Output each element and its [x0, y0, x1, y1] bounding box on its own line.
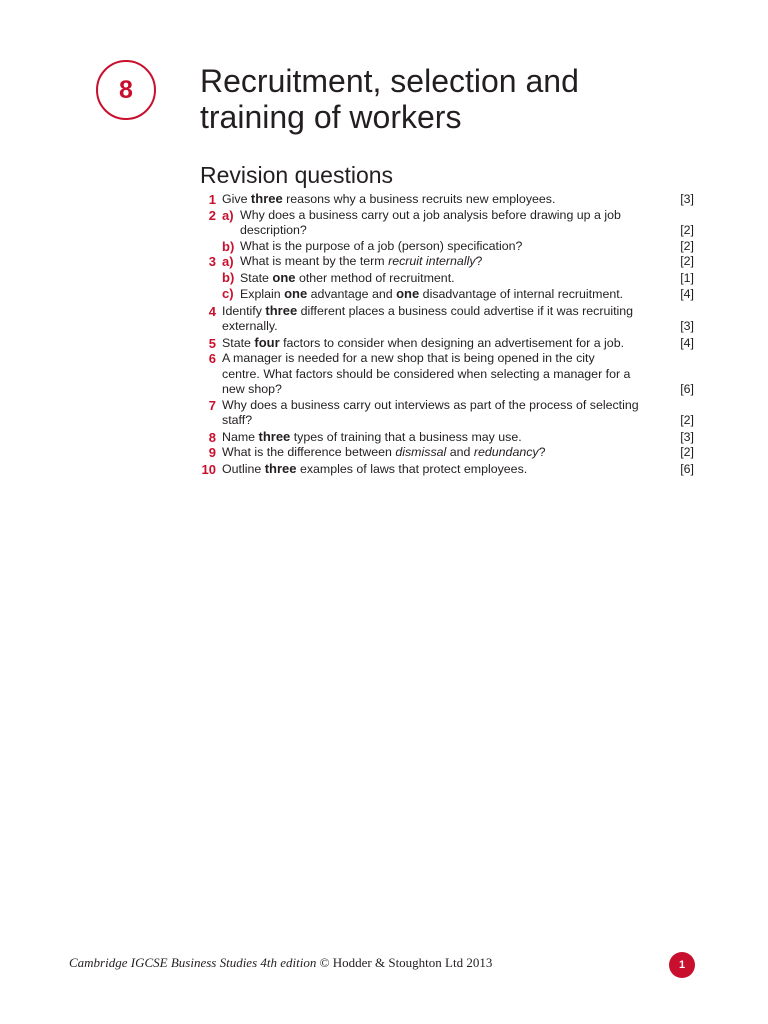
question-text: Give three reasons why a business recruits new employees. — [222, 191, 556, 206]
question-number: 4 — [208, 303, 216, 319]
question-text: a) Why does a business carry out a job analysis before drawing up a job — [222, 207, 621, 223]
question-number: 9 — [208, 445, 216, 460]
question-mark: [6] — [680, 382, 694, 396]
question-part: a) — [222, 254, 234, 269]
question-3c — [196, 286, 694, 303]
question-6-continued-1 — [196, 367, 694, 383]
question-mark: [2] — [680, 223, 694, 237]
page-number: 1 — [678, 959, 686, 971]
question-text: externally. — [222, 319, 278, 333]
question-number: 5 — [208, 335, 216, 351]
question-part: b) — [222, 238, 235, 254]
question-1 — [196, 191, 694, 208]
question-number: 6 — [208, 351, 216, 366]
chapter-number-badge — [96, 60, 156, 120]
question-2a — [196, 208, 694, 224]
question-text: Name three types of training that a business may use. — [222, 428, 522, 444]
chapter-title — [200, 63, 720, 135]
chapter-title-line-1: Recruitment, selection and — [200, 63, 579, 99]
question-mark: [3] — [680, 319, 694, 333]
question-10 — [196, 461, 694, 478]
question-mark: [6] — [680, 461, 694, 476]
question-4-continued — [196, 319, 694, 335]
question-mark: [2] — [680, 238, 694, 253]
question-text: b) State one other method of recruitment. — [222, 269, 455, 285]
question-text: new shop? — [222, 382, 282, 396]
question-number: 3 — [208, 254, 216, 269]
chapter-number: 8 — [119, 75, 133, 104]
question-number: 2 — [208, 207, 216, 223]
question-mark: [2] — [680, 445, 694, 459]
question-mark: [2] — [680, 254, 694, 268]
question-6 — [196, 351, 694, 367]
question-9 — [196, 445, 694, 461]
question-number: 10 — [201, 461, 216, 477]
question-6-continued-2 — [196, 382, 694, 398]
question-number: 1 — [208, 192, 216, 207]
question-text: a) What is meant by the term recruit internally? — [222, 254, 483, 269]
question-text: description? — [240, 223, 307, 237]
question-text: centre. What factors should be considered when selecting a manager for a — [222, 366, 631, 381]
question-part: b) — [222, 269, 235, 285]
section-title: Revision questions — [200, 162, 394, 188]
question-mark: [1] — [680, 270, 694, 285]
question-part: c) — [222, 286, 234, 301]
question-7 — [196, 398, 694, 414]
question-part: a) — [222, 207, 234, 223]
question-7-continued — [196, 413, 694, 429]
question-mark: [4] — [680, 335, 694, 350]
footer-copyright: © Hodder & Stoughton Ltd 2013 — [316, 955, 493, 970]
footer-book-title: Cambridge IGCSE Business Studies 4th edition — [69, 955, 317, 970]
question-text: b) What is the purpose of a job (person) specification? — [222, 238, 523, 254]
question-5 — [196, 335, 694, 352]
question-text: Identify three different places a business could advertise if it was recruiting — [222, 302, 634, 318]
question-number: 8 — [208, 429, 216, 445]
question-mark: [3] — [680, 429, 694, 444]
question-number: 7 — [208, 397, 216, 413]
page-footer — [69, 955, 492, 971]
question-text: What is the difference between dismissal and redundancy? — [222, 445, 546, 459]
question-3b — [196, 270, 694, 287]
question-text: staff? — [222, 413, 253, 427]
question-text: Outline three examples of laws that protect employees. — [222, 460, 528, 476]
question-4 — [196, 303, 694, 320]
question-mark: [2] — [680, 413, 694, 427]
question-text: A manager is needed for a new shop that is being opened in the city — [222, 351, 595, 365]
question-2b — [196, 239, 694, 255]
chapter-title-line-2: training of workers — [200, 99, 462, 135]
question-8 — [196, 429, 694, 446]
question-text: Why does a business carry out interviews as part of the process of selecting — [222, 397, 639, 412]
question-text: State four factors to consider when designing an advertisement for a job. — [222, 334, 625, 350]
question-mark: [4] — [680, 287, 694, 301]
question-text: c) Explain one advantage and one disadvantage of internal recruitment. — [222, 286, 624, 301]
question-mark: [3] — [680, 192, 694, 206]
question-list — [196, 191, 694, 477]
question-2a-continued — [196, 223, 694, 239]
question-3a — [196, 254, 694, 270]
page-number-badge — [669, 952, 695, 978]
